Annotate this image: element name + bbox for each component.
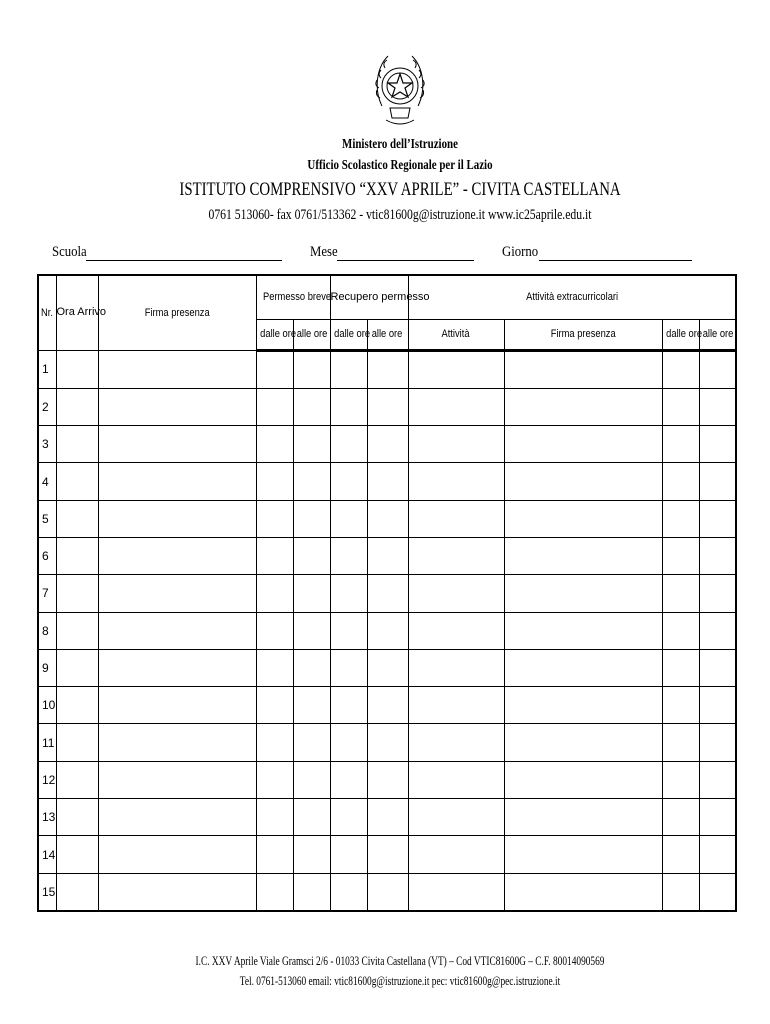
table-cell[interactable] bbox=[98, 537, 256, 574]
table-row bbox=[38, 761, 736, 798]
table-cell[interactable] bbox=[256, 761, 293, 798]
row-number: 5 bbox=[38, 500, 56, 537]
table-cell[interactable] bbox=[367, 500, 408, 537]
table-cell[interactable] bbox=[504, 612, 662, 649]
table-cell[interactable] bbox=[504, 799, 662, 836]
table-cell[interactable] bbox=[256, 649, 293, 686]
table-cell[interactable] bbox=[293, 724, 330, 761]
republic-emblem-icon bbox=[372, 46, 428, 134]
school-name: ISTITUTO COMPRENSIVO “XXV APRILE” - CIVITA CASTELLANA bbox=[179, 179, 621, 200]
table-cell[interactable] bbox=[293, 799, 330, 836]
table-cell[interactable] bbox=[330, 799, 367, 836]
table-cell[interactable] bbox=[56, 612, 98, 649]
table-cell[interactable] bbox=[408, 873, 504, 911]
table-cell[interactable] bbox=[662, 575, 699, 612]
table-cell[interactable] bbox=[98, 649, 256, 686]
table-cell[interactable] bbox=[367, 873, 408, 911]
table-cell[interactable] bbox=[504, 873, 662, 911]
table-cell[interactable] bbox=[367, 575, 408, 612]
table-row bbox=[38, 350, 736, 388]
ministry-title: Ministero dell’Istruzione bbox=[342, 137, 458, 152]
table-cell[interactable] bbox=[56, 799, 98, 836]
table-cell[interactable] bbox=[56, 537, 98, 574]
table-cell[interactable] bbox=[699, 500, 736, 537]
row-number: 7 bbox=[38, 575, 56, 612]
table-cell[interactable] bbox=[330, 724, 367, 761]
table-cell[interactable] bbox=[662, 426, 699, 463]
table-cell[interactable] bbox=[98, 687, 256, 724]
table-cell[interactable] bbox=[293, 537, 330, 574]
table-cell[interactable] bbox=[56, 463, 98, 500]
col-permesso-breve-header: Permesso breve bbox=[256, 275, 330, 319]
col-attivita-extra-header: Attività extracurricolari bbox=[408, 275, 736, 319]
table-cell[interactable] bbox=[293, 761, 330, 798]
table-cell[interactable] bbox=[699, 463, 736, 500]
table-cell[interactable] bbox=[504, 426, 662, 463]
table-row bbox=[38, 873, 736, 911]
table-cell[interactable] bbox=[56, 761, 98, 798]
table-row bbox=[38, 426, 736, 463]
table-cell[interactable] bbox=[330, 350, 367, 388]
table-cell[interactable] bbox=[662, 799, 699, 836]
table-cell[interactable] bbox=[293, 500, 330, 537]
table-cell[interactable] bbox=[330, 388, 367, 425]
table-cell[interactable] bbox=[699, 799, 736, 836]
row-number: 1 bbox=[38, 350, 56, 388]
table-cell[interactable] bbox=[699, 575, 736, 612]
table-cell[interactable] bbox=[504, 500, 662, 537]
table-cell[interactable] bbox=[367, 537, 408, 574]
table-cell[interactable] bbox=[699, 687, 736, 724]
table-cell[interactable] bbox=[98, 426, 256, 463]
table-cell[interactable] bbox=[504, 761, 662, 798]
table-cell[interactable] bbox=[699, 724, 736, 761]
table-cell[interactable] bbox=[256, 836, 293, 873]
table-cell[interactable] bbox=[56, 350, 98, 388]
table-cell[interactable] bbox=[256, 426, 293, 463]
row-number: 13 bbox=[38, 799, 56, 836]
table-cell[interactable] bbox=[98, 388, 256, 425]
table-cell[interactable] bbox=[98, 836, 256, 873]
footer-contacts: Tel. 0761-513060 email: vtic81600g@istruzione.it pec: vtic81600g@pec.istruzione.it bbox=[239, 973, 561, 988]
table-cell[interactable] bbox=[293, 350, 330, 388]
table-cell[interactable] bbox=[367, 463, 408, 500]
row-number: 6 bbox=[38, 537, 56, 574]
table-cell[interactable] bbox=[662, 537, 699, 574]
table-cell[interactable] bbox=[699, 761, 736, 798]
school-contacts: 0761 513060- fax 0761/513362 - vtic81600g@istruzione.it www.ic25aprile.edu.it bbox=[208, 207, 592, 223]
table-cell[interactable] bbox=[662, 836, 699, 873]
table-cell[interactable] bbox=[367, 799, 408, 836]
row-number: 2 bbox=[38, 388, 56, 425]
table-cell[interactable] bbox=[330, 873, 367, 911]
table-cell[interactable] bbox=[367, 388, 408, 425]
table-row bbox=[38, 463, 736, 500]
col-firma-header: Firma presenza bbox=[98, 275, 256, 350]
table-cell[interactable] bbox=[293, 649, 330, 686]
footer-address: I.C. XXV Aprile Viale Gramsci 2/6 - 01033 Civita Castellana (VT) – Cod VTIC81600G – C.F. 80014090569 bbox=[195, 953, 605, 968]
table-cell[interactable] bbox=[256, 687, 293, 724]
table-cell[interactable] bbox=[98, 873, 256, 911]
table-cell[interactable] bbox=[504, 350, 662, 388]
sub-alle-ore: alle ore bbox=[293, 319, 330, 350]
sub-firma: Firma presenza bbox=[504, 319, 662, 350]
col-recupero-header: Recupero permesso bbox=[330, 275, 408, 319]
row-number: 11 bbox=[38, 724, 56, 761]
table-cell[interactable] bbox=[504, 463, 662, 500]
row-number: 8 bbox=[38, 612, 56, 649]
table-cell[interactable] bbox=[98, 500, 256, 537]
table-cell[interactable] bbox=[330, 575, 367, 612]
table-cell[interactable] bbox=[293, 575, 330, 612]
table-cell[interactable] bbox=[408, 724, 504, 761]
table-cell[interactable] bbox=[367, 724, 408, 761]
table-row bbox=[38, 649, 736, 686]
table-cell[interactable] bbox=[504, 836, 662, 873]
table-cell[interactable] bbox=[662, 724, 699, 761]
table-cell[interactable] bbox=[293, 836, 330, 873]
table-cell[interactable] bbox=[662, 463, 699, 500]
table-cell[interactable] bbox=[56, 500, 98, 537]
table-row bbox=[38, 575, 736, 612]
row-number: 14 bbox=[38, 836, 56, 873]
table-cell[interactable] bbox=[98, 612, 256, 649]
table-cell[interactable] bbox=[367, 426, 408, 463]
table-cell[interactable] bbox=[256, 537, 293, 574]
table-cell[interactable] bbox=[504, 537, 662, 574]
table-cell[interactable] bbox=[56, 388, 98, 425]
table-cell[interactable] bbox=[256, 575, 293, 612]
sub-dalle-ore: dalle ore bbox=[662, 319, 699, 350]
table-cell[interactable] bbox=[98, 463, 256, 500]
table-cell[interactable] bbox=[330, 836, 367, 873]
row-number: 3 bbox=[38, 426, 56, 463]
table-cell[interactable] bbox=[256, 612, 293, 649]
table-cell[interactable] bbox=[56, 687, 98, 724]
table-cell[interactable] bbox=[408, 500, 504, 537]
table-cell[interactable] bbox=[56, 873, 98, 911]
table-cell[interactable] bbox=[662, 649, 699, 686]
table-row bbox=[38, 836, 736, 873]
field-giorno-line[interactable] bbox=[539, 260, 692, 261]
table-cell[interactable] bbox=[662, 350, 699, 388]
table-cell[interactable] bbox=[330, 687, 367, 724]
table-cell[interactable] bbox=[330, 500, 367, 537]
table-cell[interactable] bbox=[408, 463, 504, 500]
table-cell[interactable] bbox=[98, 799, 256, 836]
table-cell[interactable] bbox=[504, 388, 662, 425]
regional-office: Ufficio Scolastico Regionale per il Lazio bbox=[307, 158, 493, 173]
field-mese-label: Mese bbox=[310, 244, 338, 260]
row-number: 10 bbox=[38, 687, 56, 724]
table-cell[interactable] bbox=[256, 500, 293, 537]
table-cell[interactable] bbox=[367, 612, 408, 649]
table-cell[interactable] bbox=[56, 649, 98, 686]
table-cell[interactable] bbox=[56, 426, 98, 463]
table-row bbox=[38, 500, 736, 537]
table-cell[interactable] bbox=[408, 612, 504, 649]
table-cell[interactable] bbox=[699, 612, 736, 649]
table-cell[interactable] bbox=[699, 388, 736, 425]
table-cell[interactable] bbox=[699, 426, 736, 463]
table-cell[interactable] bbox=[662, 388, 699, 425]
row-number: 9 bbox=[38, 649, 56, 686]
row-number: 4 bbox=[38, 463, 56, 500]
field-scuola-line[interactable] bbox=[86, 260, 282, 261]
table-cell[interactable] bbox=[367, 350, 408, 388]
table-cell[interactable] bbox=[408, 836, 504, 873]
table-cell[interactable] bbox=[699, 649, 736, 686]
table-row bbox=[38, 724, 736, 761]
table-cell[interactable] bbox=[330, 426, 367, 463]
table-cell[interactable] bbox=[56, 575, 98, 612]
table-row bbox=[38, 612, 736, 649]
sub-alle-ore: alle ore bbox=[367, 319, 408, 350]
table-cell[interactable] bbox=[98, 575, 256, 612]
table-cell[interactable] bbox=[504, 687, 662, 724]
table-cell[interactable] bbox=[256, 350, 293, 388]
table-row bbox=[38, 799, 736, 836]
table-cell[interactable] bbox=[293, 388, 330, 425]
sub-dalle-ore: dalle ore bbox=[330, 319, 367, 350]
table-cell[interactable] bbox=[408, 537, 504, 574]
table-cell[interactable] bbox=[330, 649, 367, 686]
table-cell[interactable] bbox=[367, 649, 408, 686]
sub-dalle-ore: dalle ore bbox=[256, 319, 293, 350]
table-cell[interactable] bbox=[408, 575, 504, 612]
sub-alle-ore: alle ore bbox=[699, 319, 736, 350]
table-cell[interactable] bbox=[408, 649, 504, 686]
sub-attivita: Attività bbox=[408, 319, 504, 350]
table-cell[interactable] bbox=[293, 612, 330, 649]
table-cell[interactable] bbox=[662, 500, 699, 537]
field-giorno-label: Giorno bbox=[502, 244, 539, 260]
table-cell[interactable] bbox=[408, 426, 504, 463]
table-cell[interactable] bbox=[256, 388, 293, 425]
table-cell[interactable] bbox=[256, 463, 293, 500]
table-cell[interactable] bbox=[56, 724, 98, 761]
table-cell[interactable] bbox=[98, 761, 256, 798]
table-cell[interactable] bbox=[504, 649, 662, 686]
table-cell[interactable] bbox=[256, 799, 293, 836]
table-cell[interactable] bbox=[408, 687, 504, 724]
col-nr-header: Nr. bbox=[38, 275, 56, 350]
table-cell[interactable] bbox=[330, 761, 367, 798]
table-cell[interactable] bbox=[662, 873, 699, 911]
table-cell[interactable] bbox=[699, 873, 736, 911]
table-cell[interactable] bbox=[662, 761, 699, 798]
table-cell[interactable] bbox=[56, 836, 98, 873]
table-cell[interactable] bbox=[408, 350, 504, 388]
table-cell[interactable] bbox=[256, 724, 293, 761]
table-cell[interactable] bbox=[98, 724, 256, 761]
table-cell[interactable] bbox=[699, 350, 736, 388]
table-cell[interactable] bbox=[293, 873, 330, 911]
table-cell[interactable] bbox=[330, 537, 367, 574]
col-ora-arrivo-header: Ora Arrivo bbox=[56, 275, 98, 350]
table-row bbox=[38, 537, 736, 574]
table-cell[interactable] bbox=[408, 388, 504, 425]
table-cell[interactable] bbox=[98, 350, 256, 388]
table-cell[interactable] bbox=[293, 687, 330, 724]
table-cell[interactable] bbox=[504, 724, 662, 761]
table-cell[interactable] bbox=[330, 463, 367, 500]
field-mese-line[interactable] bbox=[337, 260, 474, 261]
table-cell[interactable] bbox=[293, 463, 330, 500]
table-row bbox=[38, 687, 736, 724]
table-cell[interactable] bbox=[367, 687, 408, 724]
table-cell[interactable] bbox=[662, 687, 699, 724]
table-cell[interactable] bbox=[367, 761, 408, 798]
row-number: 15 bbox=[38, 873, 56, 911]
table-cell[interactable] bbox=[293, 426, 330, 463]
attendance-table bbox=[37, 274, 737, 912]
table-cell[interactable] bbox=[408, 799, 504, 836]
table-cell[interactable] bbox=[699, 836, 736, 873]
table-cell[interactable] bbox=[256, 873, 293, 911]
row-number: 12 bbox=[38, 761, 56, 798]
table-cell[interactable] bbox=[330, 612, 367, 649]
table-cell[interactable] bbox=[408, 761, 504, 798]
table-cell[interactable] bbox=[504, 575, 662, 612]
table-cell[interactable] bbox=[367, 836, 408, 873]
table-cell[interactable] bbox=[699, 537, 736, 574]
table-cell[interactable] bbox=[662, 612, 699, 649]
field-scuola-label: Scuola bbox=[52, 244, 87, 260]
table-row bbox=[38, 388, 736, 425]
